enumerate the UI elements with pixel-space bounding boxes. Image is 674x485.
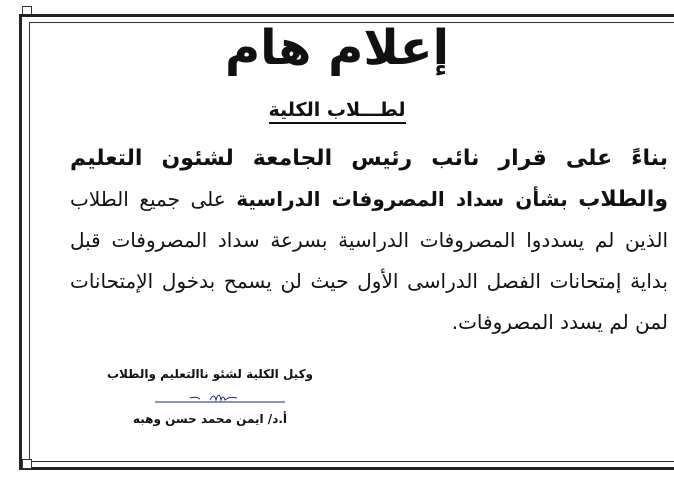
body-text: على جميع الطلاب الذين لم يسددوا المصروفات الدراسية بسرعة سداد المصروفات قبل بداية إمتحانات الفصل الدراسى الأول حيث لن يسمح بدخول الإمتحانات لمن لم يسدد المصروفات. xyxy=(70,187,668,334)
frame-corner-bottom-left xyxy=(22,459,32,469)
notice-audience xyxy=(0,95,674,125)
signatory-position: وكيل الكلية لشئو ناالتعليم والطلاب xyxy=(106,367,313,381)
signatory-name: أ.د/ ايمن محمد حسن وهبه xyxy=(132,412,288,426)
notice-title: إعلام هام xyxy=(224,20,450,76)
handwritten-signature xyxy=(150,386,290,406)
body-bold-line: بناءً على قرار نائب رئيس الجامعة لشئون التعليم والطلاب xyxy=(70,146,668,212)
body-bold-phrase: بشأن سداد المصروفات الدراسية xyxy=(236,187,568,211)
notice-body xyxy=(70,138,668,343)
audience-label: لطـــلاب الكلية xyxy=(269,99,406,124)
